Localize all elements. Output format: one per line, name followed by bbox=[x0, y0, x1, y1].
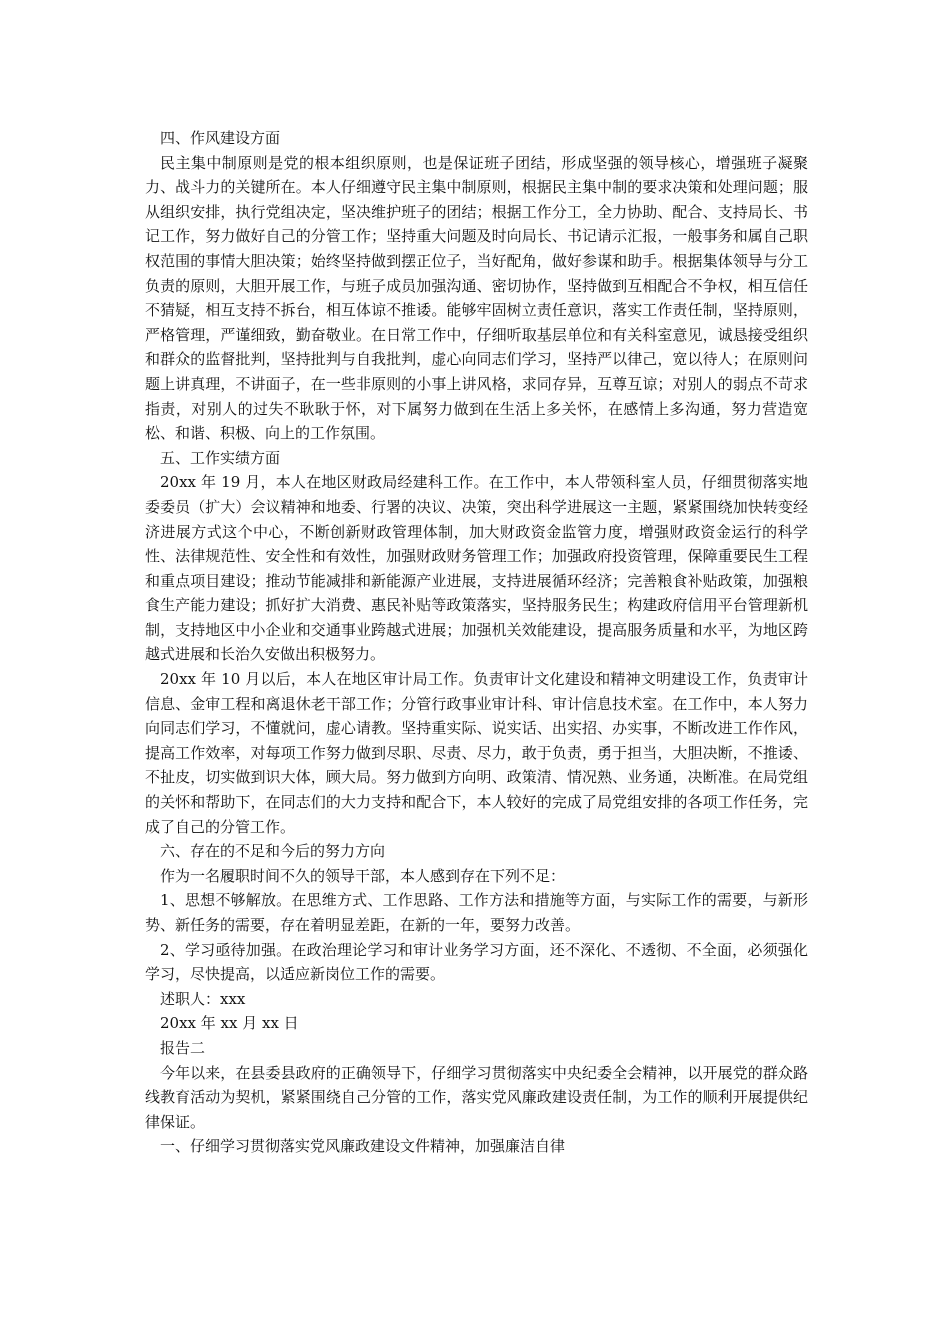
paragraph-shortcoming-1: 1、思想不够解放。在思维方式、工作思路、工作方法和措施等方面，与实际工作的需要，与新形势、新任务的需要，存在着明显差距，在新的一年，要努力改善。 bbox=[145, 891, 808, 934]
reporter-signature: 述职人：xxx bbox=[160, 989, 246, 1008]
report-two-heading: 报告二 bbox=[160, 1038, 206, 1057]
paragraph-shortcoming-2: 2、学习亟待加强。在政治理论学习和审计业务学习方面，还不深化、不透彻、不全面，必须强化学习，尽快提高，以适应新岗位工作的需要。 bbox=[145, 940, 808, 984]
paragraph-finance-bureau-work: 20xx 年 19 月，本人在地区财政局经建科工作。在工作中，本人带领科室人员，仔细贯彻落实地委委员（扩大）会议精神和地委、行署的决议、决策，突出科学进展这一主题，紧紧围绕加快转变经济进展方式这个中心，不断创新财政管理体制，加大财政资金监管力度，增强财政资金运行的科学性、法律规范性、安全性和有效性，加强财政财务管理工作；加强政府投资管理，保障重要民生工程和重点项目建设；推动节能减排和新能源产业进展，支持进展循环经济；完善粮食补贴政策，加强粮食生产能力建设；抓好扩大消费、惠民补贴等政策落实，坚持服务民生；构建政府信用平台管理新机制，支持地区中小企业和交通事业跨越式进展；加强机关效能建设，提高服务质量和水平，为地区跨越式进展和长治久安做出积极努力。 bbox=[145, 473, 808, 664]
paragraph-report-two-intro: 今年以来，在县委县政府的正确领导下，仔细学习贯彻落实中央纪委全会精神，以开展党的群众路线教育活动为契机，紧紧围绕自己分管的工作，落实党风廉政建设责任制，为工作的顺利开展提供纪律保证。 bbox=[145, 1063, 808, 1131]
section-heading-work-achievements: 五、工作实绩方面 bbox=[160, 448, 281, 467]
paragraph-democratic-centralism: 民主集中制原则是党的根本组织原则，也是保证班子团结，形成坚强的领导核心，增强班子凝聚力、战斗力的关键所在。本人仔细遵守民主集中制原则，根据民主集中制的要求决策和处理问题；服从组织安排，执行党组决定，坚决维护班子的团结；根据工作分工，全力协助、配合、支持局长、书记工作，努力做好自己的分管工作；坚持重大问题及时向局长、书记请示汇报，一般事务和属自己职权范围的事情大胆决策；始终坚持做到摆正位子，当好配角，做好参谋和助手。根据集体领导与分工负责的原则，大胆开展工作，与班子成员加强沟通、密切协作，坚持做到互相配合不争权，相互信任不猜疑，相互支持不拆台，相互体谅不推诿。能够牢固树立责任意识，落实工作责任制，坚持原则，严格管理，严谨细致，勤奋敬业。在日常工作中，仔细听取基层单位和有关科室意见，诚恳接受组织和群众的监督批判，坚持批判与自我批判，虚心向同志们学习，坚持严以律己，宽以待人；在原则问题上讲真理，不讲面子，在一些非原则的小事上讲风格，求同存异，互尊互谅；对别人的弱点不苛求指责，对别人的过失不耿耿于怀，对下属努力做到在生活上多关怀，在感情上多沟通，努力营造宽松、和谐、积极、向上的工作氛围。 bbox=[145, 153, 808, 443]
section-heading-work-style: 四、作风建设方面 bbox=[160, 129, 281, 147]
paragraph-audit-bureau-work: 20xx 年 10 月以后，本人在地区审计局工作。负责审计文化建设和精神文明建设工作，负责审计信息、金审工程和离退休老干部工作；分管行政事业审计科、审计信息技术室。在工作中，本人努力向同志们学习，不懂就问，虚心请教。坚持重实际、说实话、出实招、办实事，不断改进工作作风，提高工作效率，对每项工作努力做到尽职、尽责、尽力，敢于负责，勇于担当，大胆决断，不推诿、不扯皮，切实做到识大体，顾大局。努力做到方向明、政策清、情况熟、业务通，决断准。在局党组的关怀和帮助下，在同志们的大力支持和配合下，本人较好的完成了局党组安排的各项工作任务，完成了自己的分管工作。 bbox=[145, 670, 808, 836]
paragraph-shortcomings-intro: 作为一名履职时间不久的领导干部，本人感到存在下列不足： bbox=[160, 866, 566, 885]
section-heading-shortcomings: 六、存在的不足和今后的努力方向 bbox=[160, 842, 386, 861]
document-page bbox=[145, 126, 808, 1159]
section-heading-study-integrity: 一、仔细学习贯彻落实党风廉政建设文件精神，加强廉洁自律 bbox=[160, 1137, 566, 1156]
report-date: 20xx 年 xx 月 xx 日 bbox=[160, 1014, 299, 1033]
